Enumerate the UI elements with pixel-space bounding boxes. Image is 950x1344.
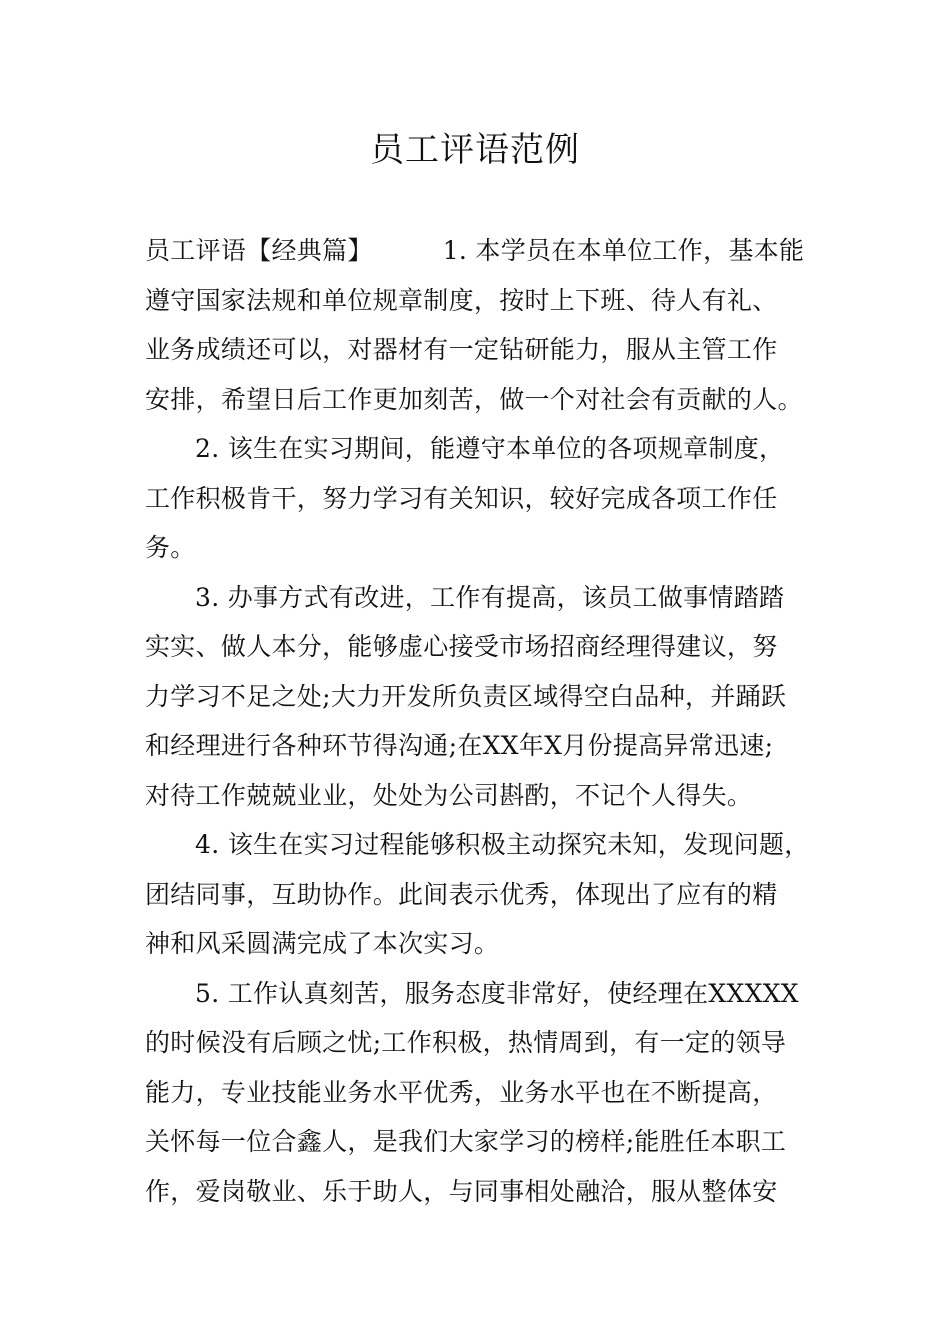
text-line: 5. 工作认真刻苦，服务态度非常好，使经理在XXXXX <box>195 978 799 1008</box>
text-line: 作，爱岗敬业、乐于助人，与同事相处融洽，服从整体安 <box>145 1176 778 1206</box>
text-line: 的时候没有后顾之忧;工作积极，热情周到，有一定的领导 <box>145 1028 787 1057</box>
page-title: 员工评语范例 <box>370 130 580 170</box>
text-line: 遵守国家法规和单位规章制度，按时上下班、待人有礼、 <box>145 285 778 315</box>
document-body <box>145 226 825 1216</box>
text-line: 和经理进行各种环节得沟通;在XX年X月份提高异常迅速; <box>145 731 774 760</box>
text-line: 团结同事，互助协作。此间表示优秀，体现出了应有的精 <box>145 879 778 909</box>
text-line: 工作积极肯干，努力学习有关知识，较好完成各项工作任 <box>145 483 778 513</box>
text-line: 对待工作兢兢业业，处处为公司斟酌，不记个人得失。 <box>145 780 753 810</box>
text-line: 实实、做人本分，能够虚心接受市场招商经理得建议，努 <box>145 632 778 661</box>
text-line: 2. 该生在实习期间，能遵守本单位的各项规章制度， <box>195 434 785 463</box>
text-line: 关怀每一位合鑫人，是我们大家学习的榜样;能胜任本职工 <box>145 1127 787 1156</box>
text-line: 4. 该生在实习过程能够积极主动探究未知，发现问题， <box>195 830 810 859</box>
text-line <box>145 226 825 276</box>
text-line: 业务成绩还可以，对器材有一定钻研能力，服从主管工作 <box>145 335 778 364</box>
text-line: 力学习不足之处;大力开发所负责区域得空白品种，并踊跃 <box>145 681 787 711</box>
heading-label: 员工评语【经典篇】 <box>145 236 373 265</box>
text-line: 3. 办事方式有改进，工作有提高，该员工做事情踏踏 <box>195 582 785 612</box>
text-line: 安排，希望日后工作更加刻苦，做一个对社会有贡献的人。 <box>145 384 803 414</box>
text-line: 能力，专业技能业务水平优秀，业务水平也在不断提高， <box>145 1077 778 1107</box>
item-1-start: 1. 本学员在本单位工作，基本能 <box>442 236 805 265</box>
text-line: 神和风采圆满完成了本次实习。 <box>145 929 500 958</box>
text-line: 务。 <box>145 533 196 562</box>
